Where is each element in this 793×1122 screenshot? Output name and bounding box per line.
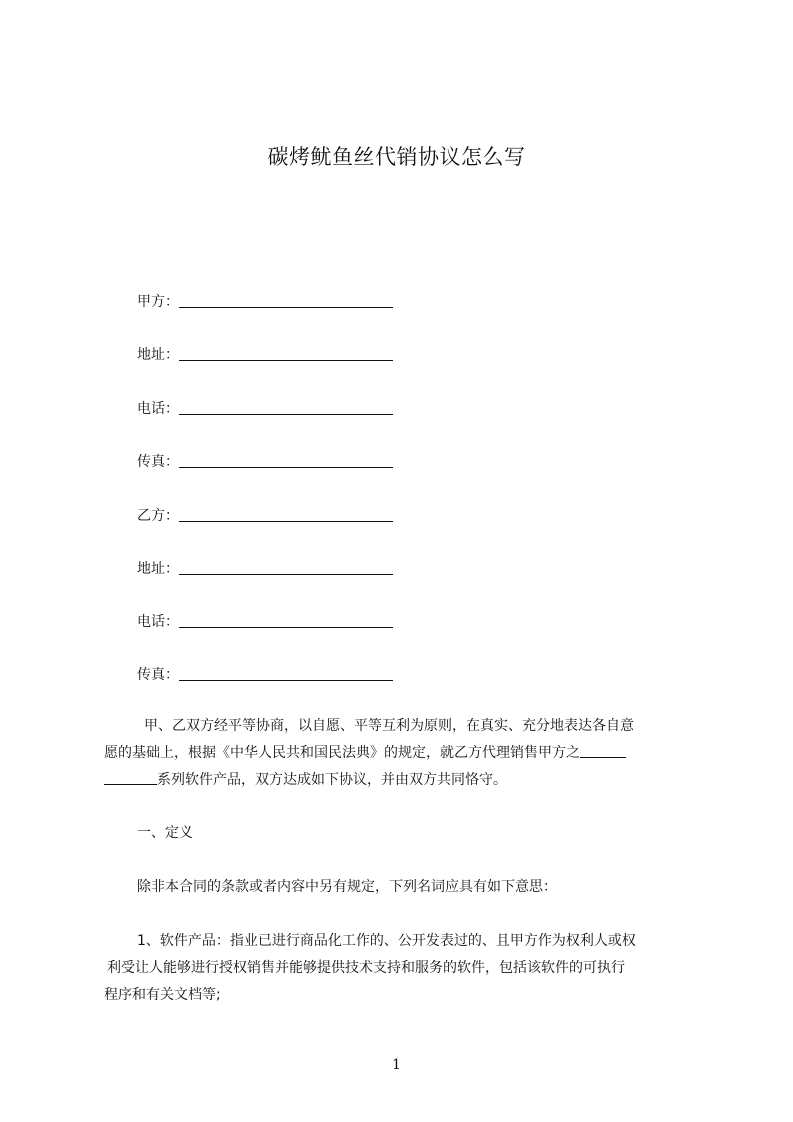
intro-line-2-wrapper (104, 740, 626, 767)
party-b-address-field (137, 558, 393, 580)
party-b-phone-field (137, 611, 393, 633)
party-a-address-field (137, 344, 393, 366)
intro-line-3: 系列软件产品，双方达成如下协议，并由双方共同恪守。 (157, 772, 507, 788)
page-number: 1 (392, 1057, 401, 1073)
party-a-address-blank (179, 344, 393, 361)
party-a-phone-blank (179, 398, 393, 415)
party-a-address-label: 地址： (137, 347, 179, 363)
document-title: 碳烤鱿鱼丝代销协议怎么写 (267, 145, 526, 169)
party-a-phone-label: 电话： (137, 401, 179, 417)
intro-line-1: 甲、乙双方经平等协商，以自愿、平等互利为原则，在真实、充分地表达各自意 (144, 718, 634, 734)
party-b-fax-field (137, 664, 393, 686)
party-b-fax-label: 传真： (137, 667, 179, 683)
party-a-name-label: 甲方： (137, 294, 179, 310)
party-b-address-blank (179, 558, 393, 575)
section-heading-definitions: 一、定义 (137, 825, 193, 841)
party-b-phone-label: 电话： (137, 614, 179, 630)
definition-intro: 除非本合同的条款或者内容中另有规定，下列名词应具有如下意思： (137, 879, 557, 895)
party-b-fax-blank (179, 664, 393, 681)
party-b-name-blank (179, 505, 393, 522)
product-blank-end (104, 767, 157, 785)
party-b-name-field (137, 505, 393, 527)
party-b-address-label: 地址： (137, 561, 179, 577)
party-a-fax-field (137, 451, 393, 473)
item1-line-3: 程序和有关文档等; (104, 987, 221, 1003)
party-a-name-blank (179, 291, 393, 308)
party-b-name-label: 乙方： (137, 508, 179, 524)
party-a-fax-blank (179, 451, 393, 468)
party-a-fax-label: 传真： (137, 454, 179, 470)
item1-line-2: 利受让人能够进行授权销售并能够提供技术支持和服务的软件，包括该软件的可执行 (107, 960, 625, 976)
party-b-phone-blank (179, 611, 393, 628)
intro-line-3-wrapper (104, 767, 507, 794)
party-a-name-field (137, 291, 393, 313)
party-a-phone-field (137, 398, 393, 420)
intro-line-2: 愿的基础上，根据《中华人民共和国民法典》的规定，就乙方代理销售甲方之 (104, 745, 580, 761)
product-blank-start (580, 740, 626, 758)
item1-line-1: 1、软件产品：指业已进行商品化工作的、公开发表过的、且甲方作为权利人或权 (137, 933, 636, 949)
